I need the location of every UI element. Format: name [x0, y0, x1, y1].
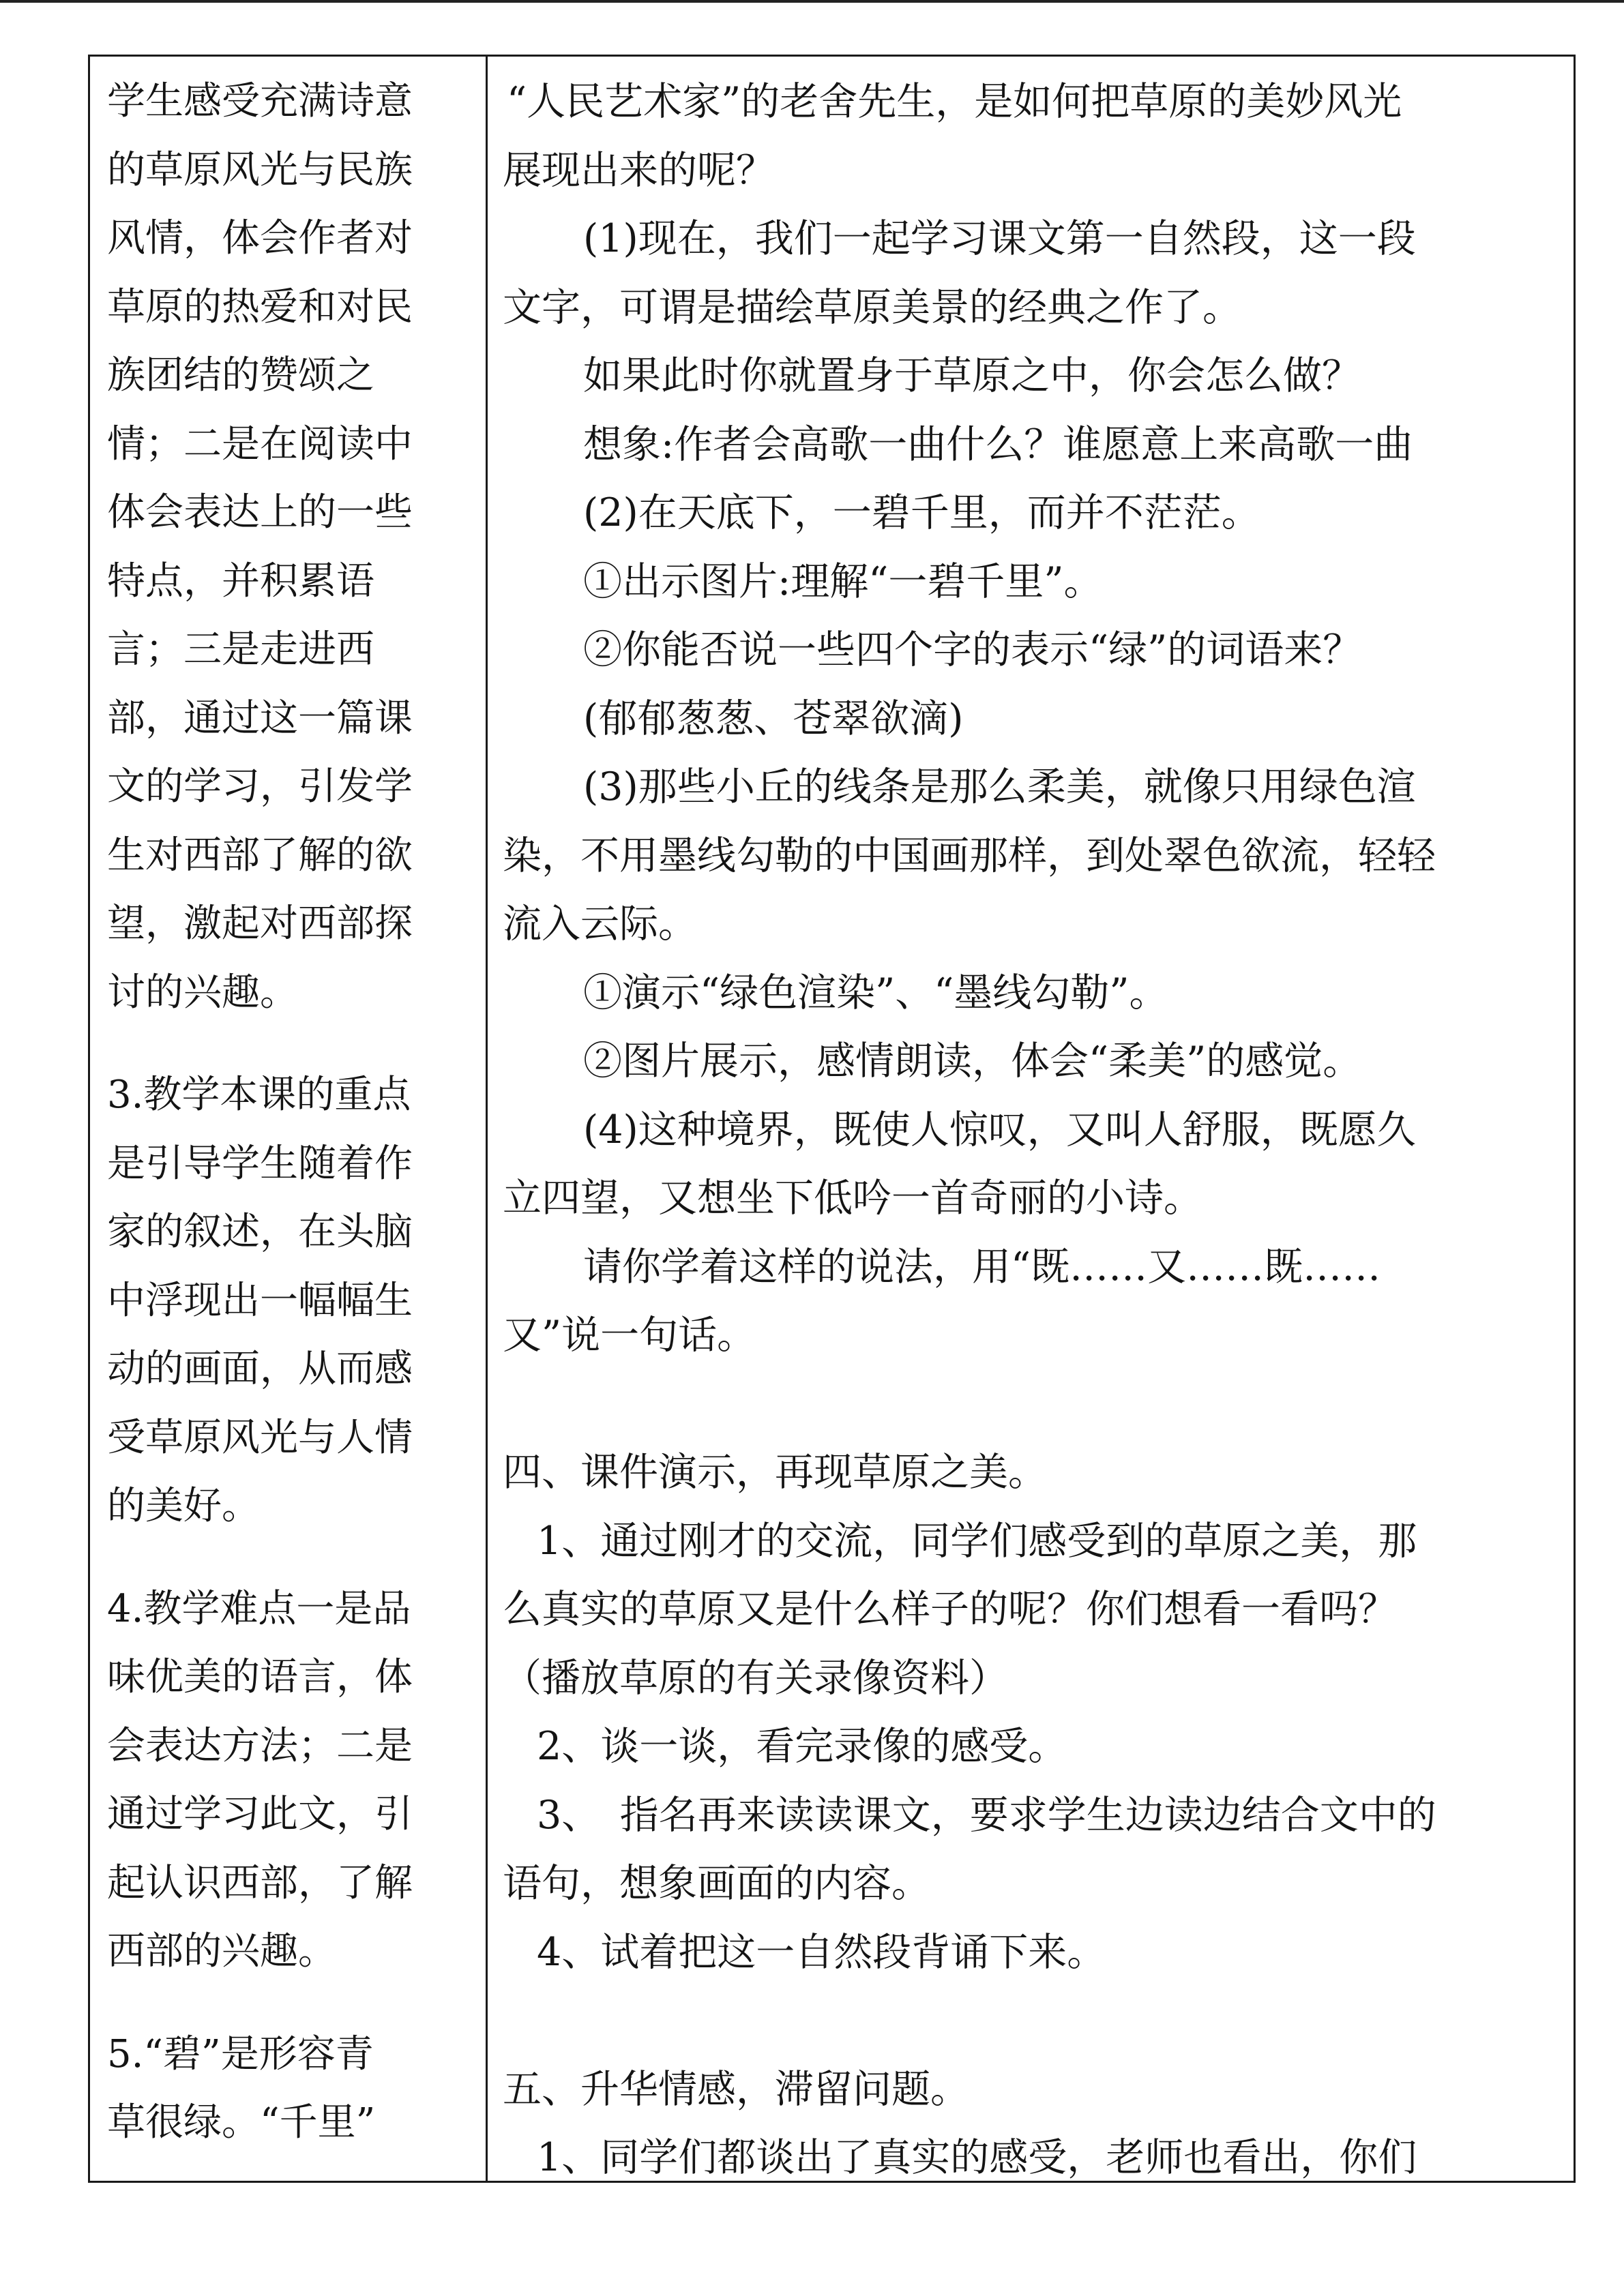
procedure-text-line: 如果此时你就置身于草原之中，你会怎么做？: [583, 353, 1361, 398]
objective-text-line: 通过学习此文，引: [107, 1792, 413, 1836]
procedure-text-line: 文字，可谓是描绘草原美景的经典之作了。: [503, 284, 1241, 330]
objective-text-line: 5.“碧”是形容青: [107, 2031, 374, 2076]
procedure-text-line: 立四望，又想坐下低吟一首奇丽的小诗。: [503, 1176, 1202, 1221]
procedure-text-line: ②你能否说一些四个字的表示“绿”的词语来？: [583, 627, 1362, 672]
objective-text-line: 动的画面，从而感: [107, 1347, 413, 1391]
procedure-text-line: 4、试着把这一自然段背诵下来。: [537, 1929, 1106, 1975]
procedure-text-line: 又”说一句话。: [503, 1313, 756, 1358]
lesson-plan-table: [88, 55, 1576, 2183]
block-spacer: [107, 1986, 475, 2021]
procedure-text-line: ①出示图片:理解“一碧千里”。: [583, 558, 1103, 604]
procedure-text-line: 请你学着这样的说法，用“既……又……既……: [583, 1244, 1381, 1289]
objective-text-line: 的草原风光与民族: [107, 147, 413, 192]
procedure-text-line: 流入云际。: [503, 901, 697, 946]
objective-text-line: 3.教学本课的重点: [107, 1073, 411, 1117]
procedure-text-line: 1、同学们都谈出了真实的感受，老师也看出，你们: [537, 2135, 1417, 2180]
objective-text-line: 是引导学生随着作: [107, 1141, 413, 1186]
procedure-text-line: 想象:作者会高歌一曲什么？谁愿意上来高歌一曲: [583, 421, 1413, 467]
objective-text-line: 会表达方法；二是: [107, 1723, 413, 1768]
procedure-text-line: 展现出来的呢？: [503, 147, 775, 193]
procedure-text-line: (4)这种境界，既使人惊叹，又叫人舒服，既愿久: [583, 1107, 1416, 1152]
procedure-text-line: 2、谈一谈，看完录像的感受。: [537, 1724, 1067, 1769]
procedure-text-line: （播放草原的有关录像资料）: [503, 1655, 1008, 1701]
procedure-text-line: 染，不用墨线勾勒的中国画那样，到处翠色欲流，轻轻: [503, 833, 1436, 878]
objective-text-line: 族团结的赞颂之: [107, 353, 374, 398]
objective-text-line: 生对西部了解的欲: [107, 833, 413, 878]
objective-text-line: 味优美的语言，体: [107, 1655, 413, 1699]
procedure-text-line: 语句，想象画面的内容。: [503, 1861, 930, 1906]
teaching-process-column: [503, 68, 1570, 2192]
procedure-text-line: “人民艺术家”的老舍先生，是如何把草原的美妙风光: [507, 79, 1402, 124]
objective-text-line: 讨的兴趣。: [107, 970, 298, 1015]
paragraph-spacer: [503, 1986, 1570, 2055]
procedure-text-line: (郁郁葱葱、苍翠欲滴): [583, 696, 964, 741]
procedure-text-line: (1)现在，我们一起学习课文第一自然段，这一段: [583, 216, 1416, 261]
objective-text-line: 起认识西部，了解: [107, 1860, 413, 1905]
objective-text-line: 4.教学难点一是品: [107, 1586, 411, 1631]
procedure-text-line: 1、通过刚才的交流，同学们感受到的草原之美，那: [537, 1518, 1417, 1564]
objective-text-line: 草原的热爱和对民: [107, 284, 413, 329]
objective-text-line: 家的叙述，在头脑: [107, 1210, 413, 1254]
procedure-text-line: ②图片展示，感情朗读，体会“柔美”的感觉。: [583, 1039, 1362, 1084]
procedure-text-line: 3、 指名再来读读课文，要求学生边读边结合文中的: [537, 1792, 1436, 1838]
objective-text-line: 情；二是在阅读中: [107, 421, 413, 466]
objective-text-line: 部，通过这一篇课: [107, 696, 413, 741]
objective-text-line: 文的学习，引发学: [107, 764, 413, 809]
procedure-text-line: (2)在天底下，一碧千里，而并不茫茫。: [583, 490, 1260, 535]
objective-text-line: 西部的兴趣。: [107, 1929, 336, 1973]
objective-text-line: 风情，体会作者对: [107, 216, 413, 260]
objective-text-line: 望，激起对西部探: [107, 901, 413, 946]
objective-text-line: 中浮现出一幅幅生: [107, 1278, 413, 1323]
procedure-text-line: 四、课件演示，再现草原之美。: [503, 1450, 1047, 1495]
paragraph-spacer: [503, 1370, 1570, 1439]
block-spacer: [107, 1541, 475, 1575]
procedure-text-line: (3)那些小丘的线条是那么柔美，就像只用绿色渲: [583, 764, 1416, 809]
objective-text-line: 言；三是走进西: [107, 627, 374, 672]
objective-text-line: 草很绿。“千里”: [107, 2100, 376, 2145]
procedure-text-line: 五、升华情感，滞留问题。: [503, 2066, 969, 2112]
teaching-objectives-column: [107, 68, 475, 2158]
objective-text-line: 学生感受充满诗意: [107, 79, 413, 123]
objective-text-line: 特点，并积累语: [107, 558, 374, 603]
block-spacer: [107, 1027, 475, 1061]
column-divider: [486, 57, 488, 2181]
page-top-rule: [0, 0, 1624, 3]
objective-text-line: 受草原风光与人情: [107, 1415, 413, 1460]
objective-text-line: 的美好。: [107, 1484, 260, 1528]
objective-text-line: 体会表达上的一些: [107, 490, 413, 535]
procedure-text-line: 么真实的草原又是什么样子的呢？你们想看一看吗？: [503, 1587, 1397, 1632]
procedure-text-line: ①演示“绿色渲染”、“墨线勾勒”。: [583, 970, 1168, 1015]
